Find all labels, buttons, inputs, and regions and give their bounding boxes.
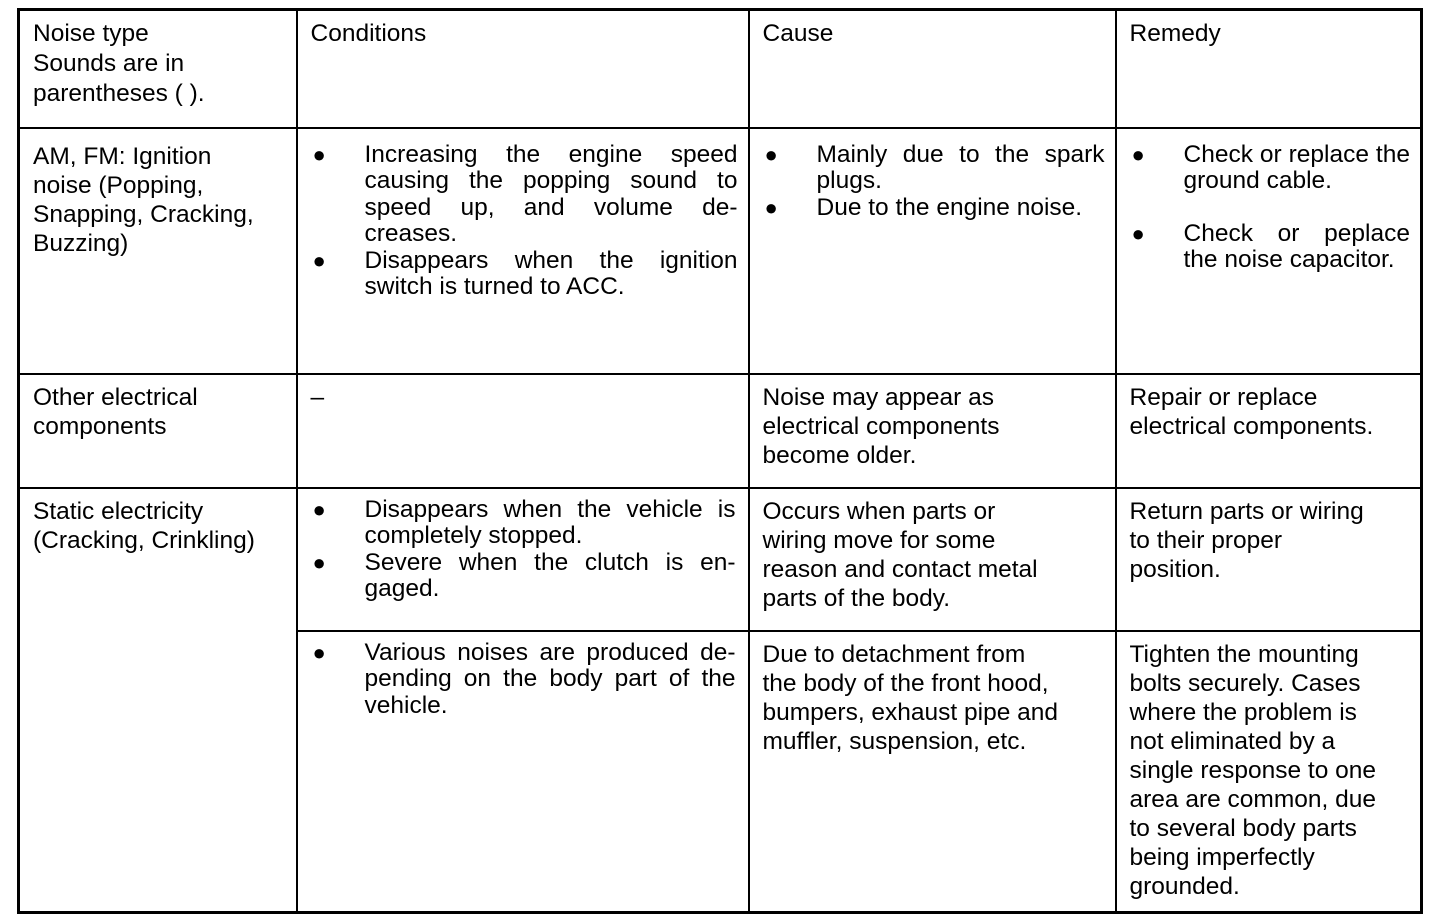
noise-type-ignition: AM, FM: Ignition noise (Popping, Snapping, Cracking, Buzzing) [33,142,254,257]
table-header-row [19,10,1422,128]
header-conditions [297,10,749,128]
list-item: ● Check or peplace the noise capacitor. [1131,219,1410,273]
cause-cell [749,374,1116,488]
cause-text: Noise may appear as electrical components become older. [762,383,1000,469]
remedy-cell [1116,128,1422,374]
remedy-cell [1116,488,1422,631]
table-row [19,374,1422,488]
table-row [19,488,1422,631]
remedy-list [1130,142,1411,274]
remedy-cell [1116,374,1422,488]
noise-troubleshooting-table [17,8,1423,914]
bullet-icon: ● [764,141,778,167]
remedy-text: Tighten the mounting bolts securely. Cases where the problem is not eliminated by a single response to one area are common, due to several body parts being imperfectly grounded. [1129,640,1377,900]
header-conditions-text: Conditions [310,20,427,47]
noise-type-cell [19,128,297,374]
conditions-cell [297,488,749,631]
header-noise-type-text: Noise type Sounds are in parentheses ( ). [33,20,205,107]
conditions-cell [297,374,749,488]
header-remedy [1116,10,1422,128]
cause-text: Occurs when parts or wiring move for some reason and contact metal parts of the body. [762,497,1038,612]
conditions-cell [297,128,749,374]
bullet-icon: ● [1131,220,1145,246]
list-item: ● Increasing the engine speed causing the popping sound to speed up, and volume de-creases. [312,140,738,247]
noise-type-cell [19,374,297,488]
bullet-icon: ● [312,549,326,575]
remedy-cell [1116,631,1422,913]
conditions-cell [297,631,749,913]
list-item: ● Check or replace the ground cable. [1131,140,1410,194]
bullet-icon: ● [1131,141,1145,167]
list-item: ● Severe when the clutch is en-gaged. [312,548,736,602]
conditions-dash: – [310,383,325,411]
header-cause [749,10,1116,128]
cause-cell [749,488,1116,631]
bullet-icon: ● [312,639,326,665]
noise-type-static-electricity: Static electricity (Cracking, Crinkling) [33,497,255,554]
bullet-icon: ● [312,496,326,522]
header-cause-text: Cause [762,20,834,47]
remedy-text: Repair or replace electrical components. [1129,383,1374,440]
bullet-icon: ● [312,247,326,273]
cause-list [763,142,1105,222]
list-item: ● Various noises are produced de-pending on the body part of the vehicle. [312,638,736,719]
list-item: ● Disappears when the ignition switch is turned to ACC. [312,246,738,300]
header-remedy-text: Remedy [1129,20,1221,47]
list-item: ● Mainly due to the spark plugs. [764,140,1105,194]
cause-text: Due to detachment from the body of the front hood, bumpers, exhaust pipe and muffler, suspension, etc. [762,640,1059,755]
bullet-icon: ● [764,194,778,220]
conditions-list [311,142,738,301]
list-item: ● Due to the engine noise. [764,193,1083,221]
bullet-icon: ● [312,141,326,167]
conditions-list [311,640,736,720]
noise-type-other-electrical: Other electrical components [33,383,198,440]
header-noise-type [19,10,297,128]
noise-type-cell [19,488,297,913]
cause-cell [749,631,1116,913]
remedy-text: Return parts or wiring to their proper position. [1129,497,1364,583]
table-row [19,128,1422,374]
cause-cell [749,128,1116,374]
conditions-list [311,497,736,603]
list-item: ● Disappears when the vehicle is completely stopped. [312,495,736,549]
